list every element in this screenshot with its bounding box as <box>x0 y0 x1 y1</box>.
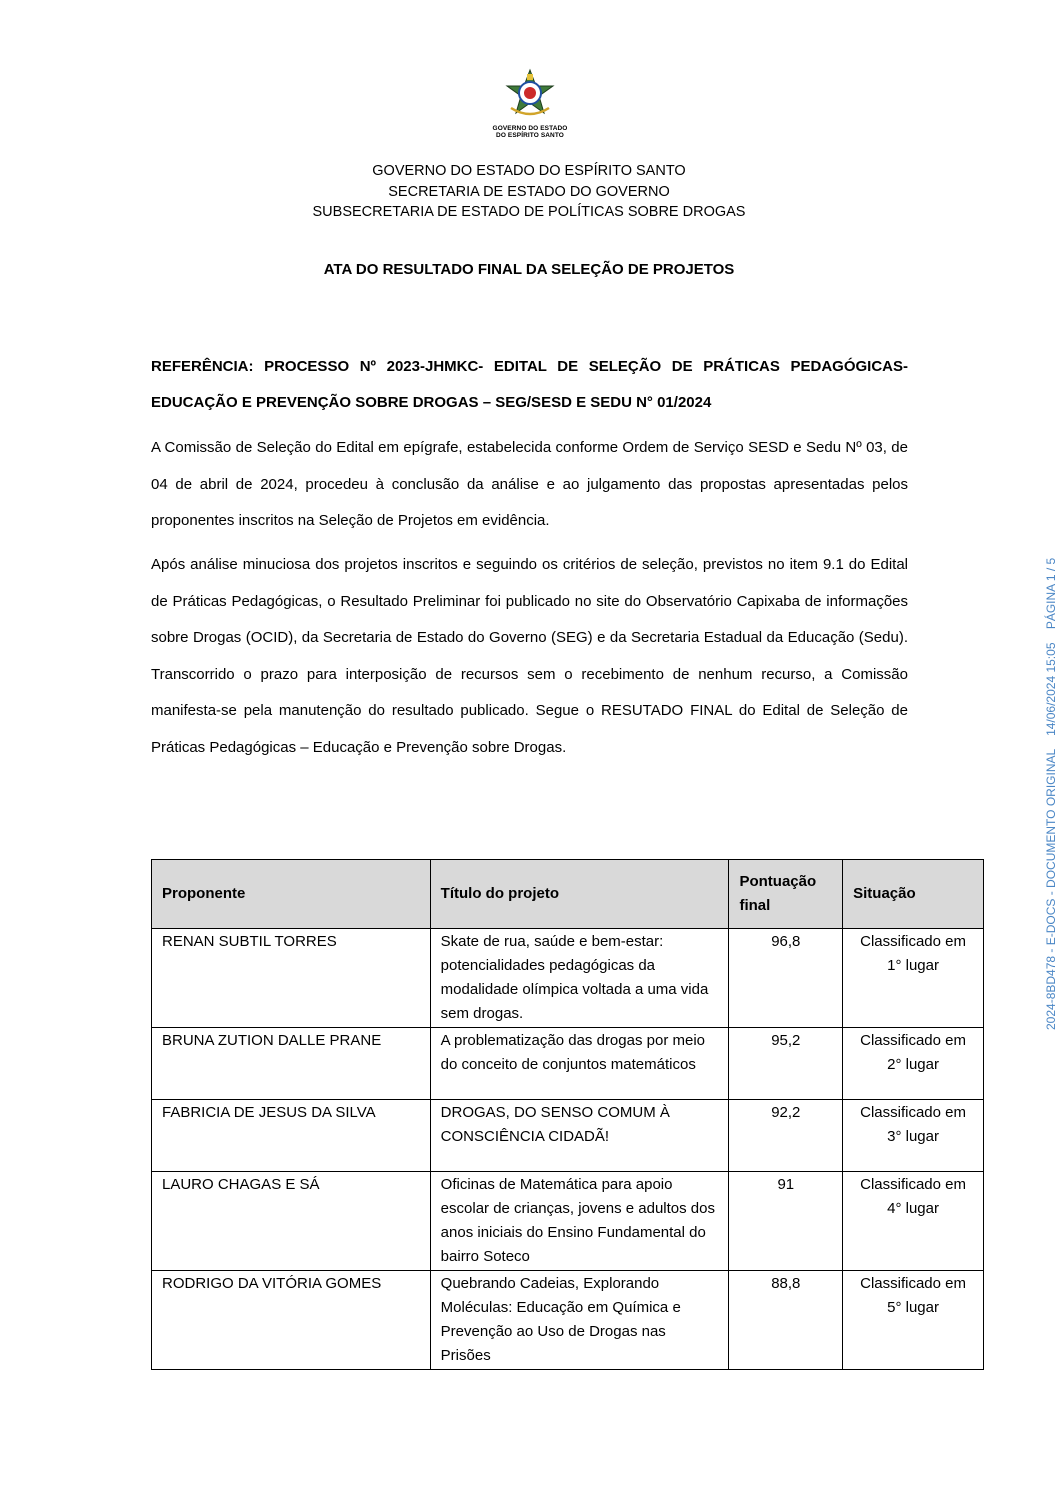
seal-caption-line1: GOVERNO DO ESTADO <box>492 125 568 132</box>
cell-proponent: RODRIGO DA VITÓRIA GOMES <box>152 1271 431 1370</box>
cell-proponent: BRUNA ZUTION DALLE PRANE <box>152 1028 431 1100</box>
cell-proponent: LAURO CHAGAS E SÁ <box>152 1172 431 1271</box>
coat-of-arms-icon <box>501 68 559 120</box>
cell-score: 96,8 <box>729 929 843 1028</box>
cell-status: Classificado em 3° lugar <box>843 1100 984 1172</box>
column-header-score: Pontuação final <box>729 860 843 929</box>
seal-caption-line2: DO ESPÍRITO SANTO <box>496 132 564 139</box>
document-title: ATA DO RESULTADO FINAL DA SELEÇÃO DE PROJETOS <box>323 261 735 278</box>
cell-proponent: FABRICIA DE JESUS DA SILVA <box>152 1100 431 1172</box>
header-line-government: GOVERNO DO ESTADO DO ESPÍRITO SANTO <box>372 163 686 179</box>
edocs-stamp: 2024-8BD478 - E-DOCS - DOCUMENTO ORIGINAL 14/06/2024 15:05 PÁGINA 1 / 5 <box>1044 557 1058 1030</box>
cell-title: Oficinas de Matemática para apoio escolar de crianças, jovens e adultos dos anos iniciais do Ensino Fundamental do bairro Soteco <box>430 1172 729 1271</box>
cell-title: Quebrando Cadeias, Explorando Moléculas: Educação em Química e Prevenção ao Uso de Drogas nas Prisões <box>430 1271 729 1370</box>
cell-title: Skate de rua, saúde e bem-estar: potencialidades pedagógicas da modalidade olímpica voltada a uma vida sem drogas. <box>430 929 729 1028</box>
cell-title: A problematização das drogas por meio do conceito de conjuntos matemáticos <box>430 1028 729 1100</box>
cell-status: Classificado em 2° lugar <box>843 1028 984 1100</box>
column-header-proponent: Proponente <box>152 860 431 929</box>
cell-title: DROGAS, DO SENSO COMUM À CONSCIÊNCIA CIDADÃ! <box>430 1100 729 1172</box>
table-row <box>152 1172 984 1271</box>
header-line-subsecretariat: SUBSECRETARIA DE ESTADO DE POLÍTICAS SOBRE DROGAS <box>312 204 746 220</box>
table-header-row <box>152 860 984 929</box>
table-row <box>152 1271 984 1370</box>
document-header <box>0 161 1058 223</box>
column-header-title: Título do projeto <box>430 860 729 929</box>
cell-score: 88,8 <box>729 1271 843 1370</box>
cell-proponent: RENAN SUBTIL TORRES <box>152 929 431 1028</box>
table-row <box>152 929 984 1028</box>
table-row <box>152 1028 984 1100</box>
cell-score: 92,2 <box>729 1100 843 1172</box>
reference-block: REFERÊNCIA: PROCESSO Nº 2023-JHMKC- EDITAL DE SELEÇÃO DE PRÁTICAS PEDAGÓGICAS- EDUCAÇÃO E PREVENÇÃO SOBRE DROGAS – SEG/SESD E SEDU N° 01/2024 <box>151 358 908 411</box>
paragraph-commission: A Comissão de Seleção do Edital em epígrafe, estabelecida conforme Ordem de Serviço SESD e Sedu Nº 03, de 04 de abril de 2024, procedeu à conclusão da análise e ao julgamento das propostas apresentadas pelos proponentes inscritos na Seleção de Projetos em evidência. <box>151 439 908 529</box>
column-header-status: Situação <box>843 860 984 929</box>
paragraph-analysis: Após análise minuciosa dos projetos inscritos e seguindo os critérios de seleção, previstos no item 9.1 do Edital de Práticas Pedagógicas, o Resultado Preliminar foi publicado no site do Observatório Capixaba de informações sobre Drogas (OCID), da Secretaria de Estado do Governo (SEG) e da Secretaria Estadual da Educação (Sedu). Transcorrido o prazo para interposição de recursos sem o recebimento de nenhum recurso, a Comissão manifesta-se pela manutenção do resultado publicado. Segue o RESUTADO FINAL do Edital de Seleção de Práticas Pedagógicas – Educação e Prevenção sobre Drogas. <box>151 556 908 756</box>
results-table <box>151 859 984 1370</box>
state-seal <box>490 68 570 139</box>
seal-caption <box>490 125 570 139</box>
table-row <box>152 1100 984 1172</box>
cell-status: Classificado em 4° lugar <box>843 1172 984 1271</box>
cell-status: Classificado em 1° lugar <box>843 929 984 1028</box>
cell-score: 91 <box>729 1172 843 1271</box>
cell-score: 95,2 <box>729 1028 843 1100</box>
header-line-secretariat: SECRETARIA DE ESTADO DO GOVERNO <box>388 183 670 200</box>
cell-status: Classificado em 5° lugar <box>843 1271 984 1370</box>
